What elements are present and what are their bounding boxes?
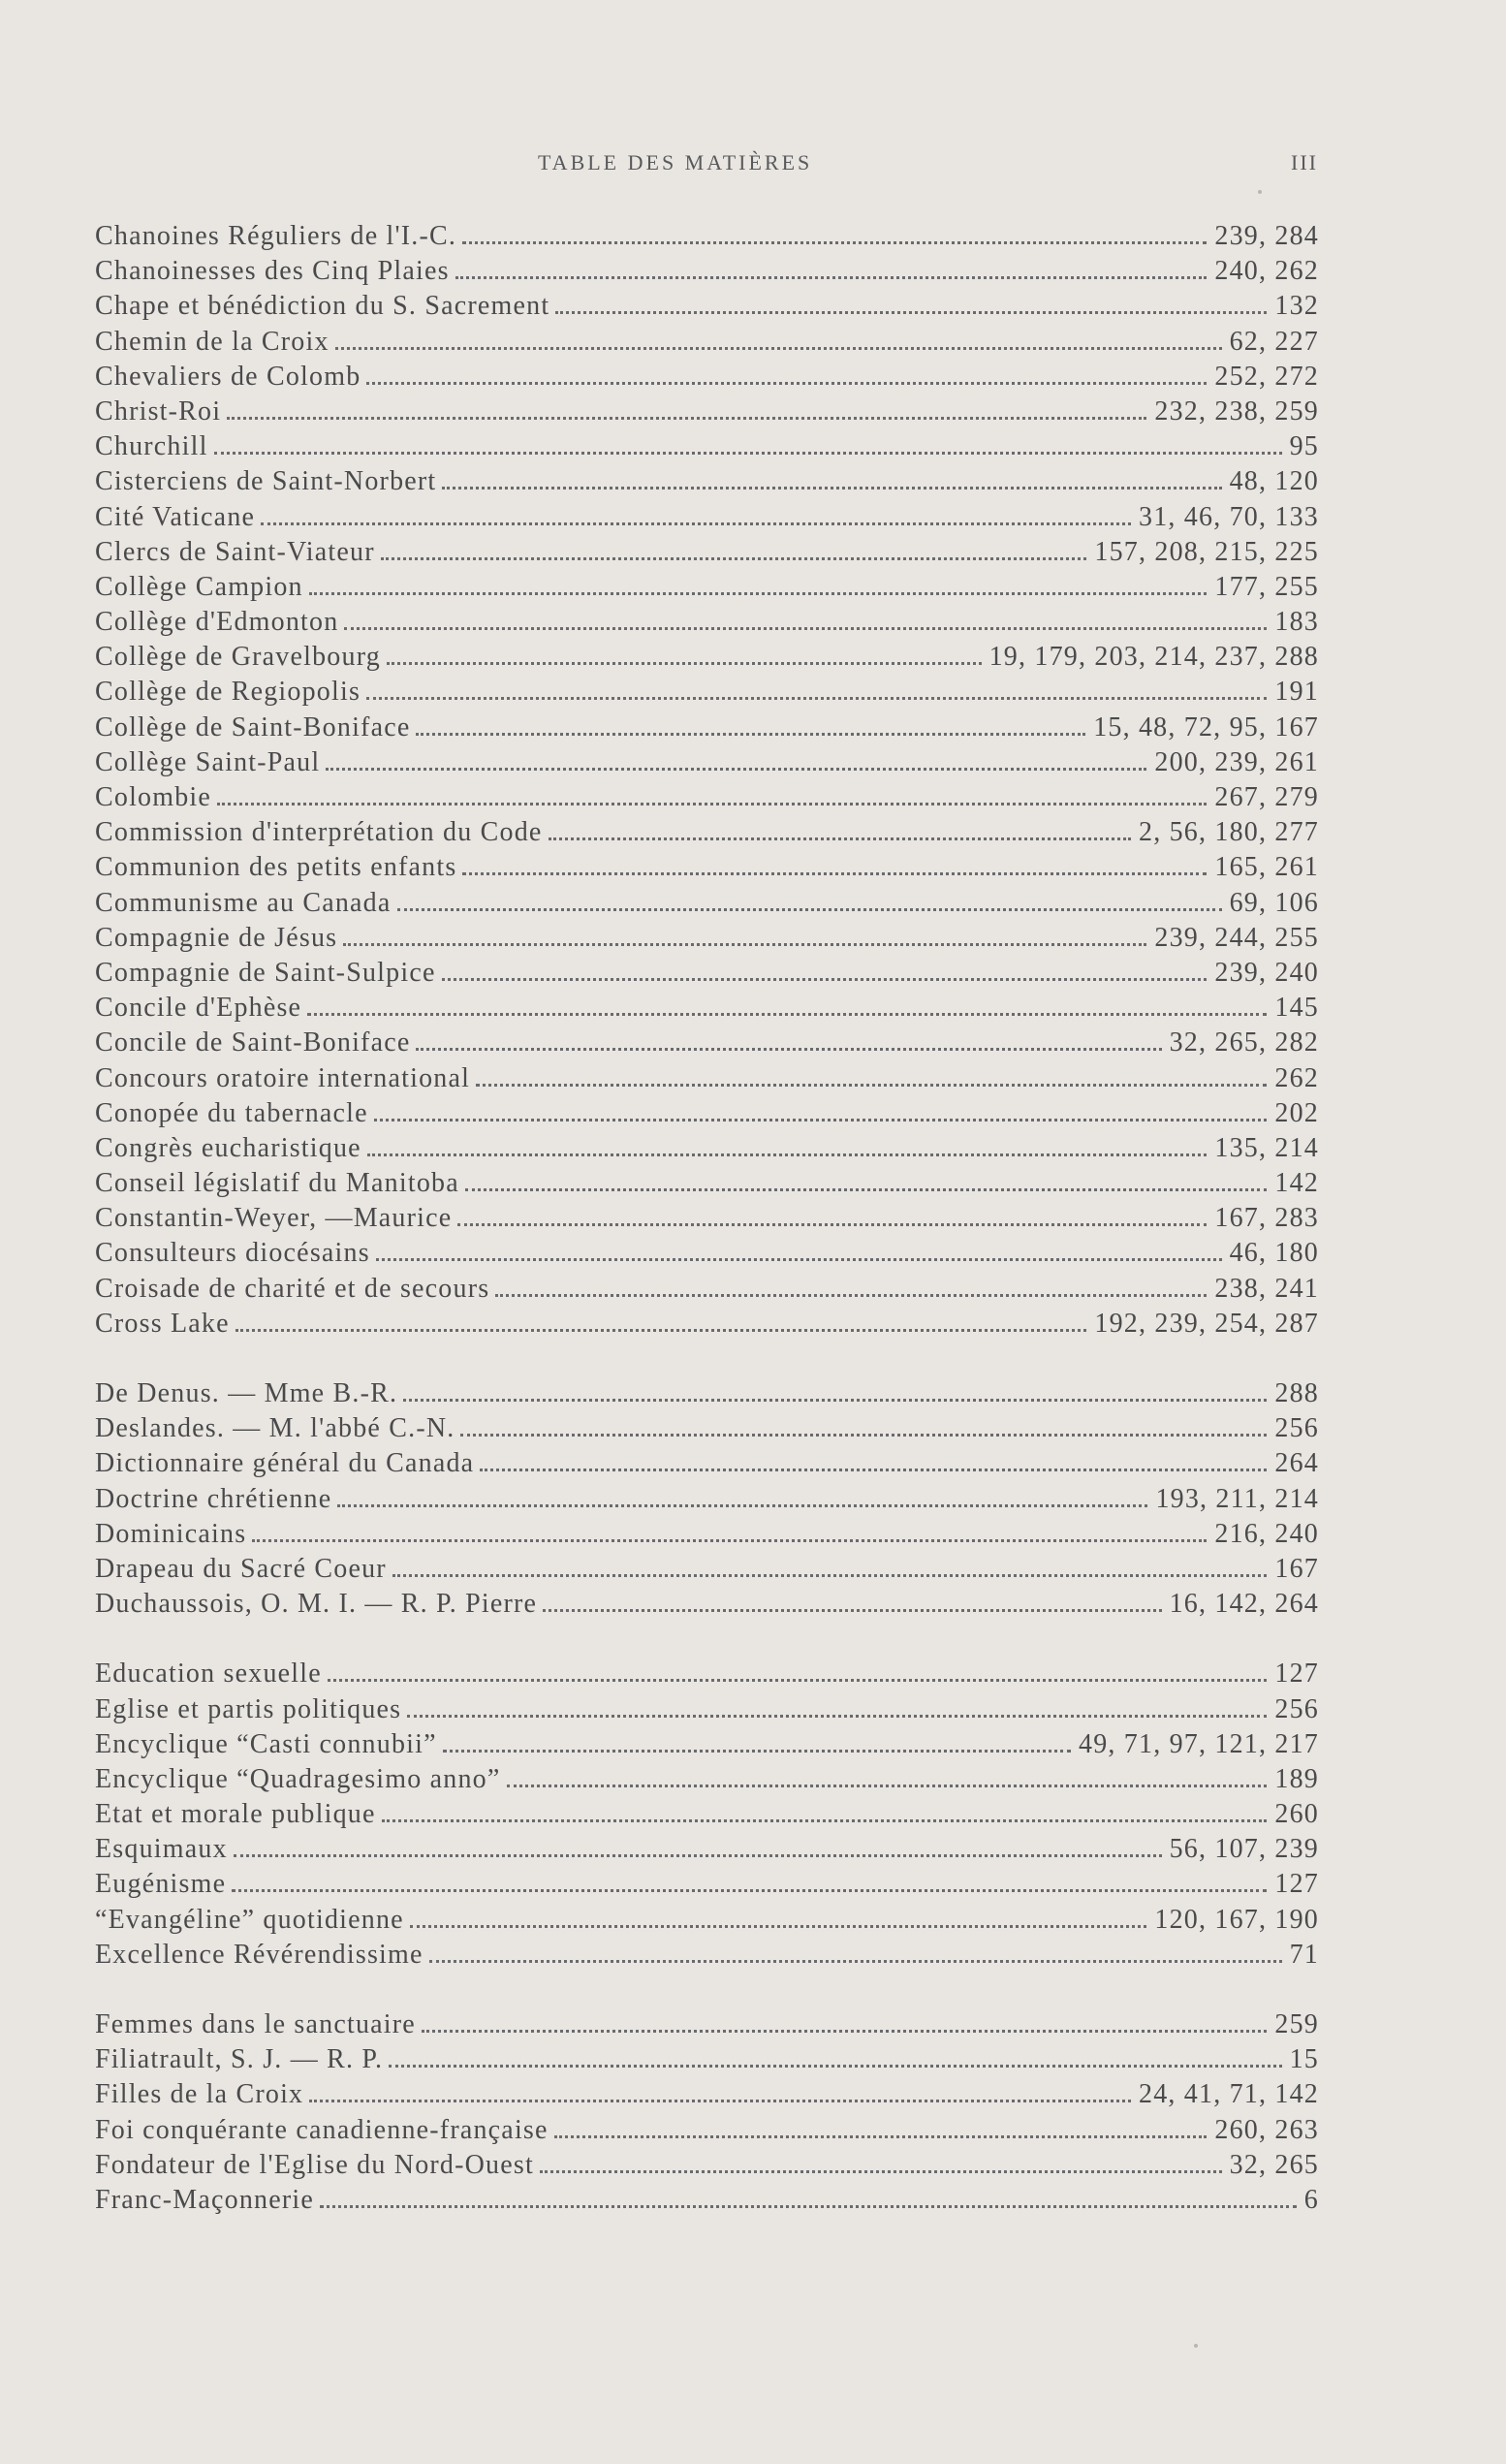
index-entry [95,1027,1319,1062]
entry-term: Clercs de Saint-Viateur [95,536,375,567]
index-entry [95,1413,1319,1448]
dot-leader [442,487,1221,490]
index-entry [95,923,1319,958]
dot-leader [460,1434,1267,1437]
index-letter-group [95,1658,1319,1974]
entry-pages: 239, 240 [1214,957,1319,988]
entry-term: Eglise et partis politiques [95,1693,402,1724]
index-entry [95,1589,1319,1624]
index-entry [95,2009,1319,2044]
index-entry [95,221,1319,256]
entry-term: Dominicains [95,1518,247,1549]
index-entry [95,1554,1319,1589]
dot-leader [480,1469,1267,1471]
index-entry [95,1484,1319,1519]
index-entry [95,607,1319,642]
entry-term: Chanoines Réguliers de l'I.-C. [95,221,457,251]
dot-leader [465,1188,1268,1191]
entry-pages: 167 [1274,1553,1319,1584]
entry-pages: 32, 265 [1229,2149,1319,2180]
dot-leader [429,1960,1282,1963]
entry-term: Commission d'interprétation du Code [95,817,543,848]
index-entry [95,2115,1319,2150]
index-entry [95,2185,1319,2220]
entry-pages: 183 [1274,607,1319,638]
entry-term: Churchill [95,431,208,462]
dot-leader [366,382,1207,385]
dot-leader [252,1539,1207,1542]
entry-term: Femmes dans le sanctuaire [95,2009,416,2039]
index-entry [95,2079,1319,2114]
entry-pages: 189 [1274,1763,1319,1794]
dot-leader [397,908,1222,911]
entry-pages: 157, 208, 215, 225 [1094,536,1319,567]
entry-pages: 252, 272 [1214,361,1319,392]
entry-term: Chape et bénédiction du S. Sacrement [95,291,550,322]
index-entry [95,1834,1319,1869]
dot-leader [344,627,1267,630]
index-entry [95,712,1319,747]
dot-leader [337,1504,1147,1507]
entry-pages: 46, 180 [1229,1238,1319,1269]
entry-term: Filles de la Croix [95,2079,304,2110]
index-entry [95,817,1319,852]
entry-pages: 95 [1289,431,1319,462]
dot-leader [416,1048,1161,1051]
entry-term: Croisade de charité et de secours [95,1273,490,1304]
entry-term: Collège Saint-Paul [95,746,321,777]
entry-term: Eugénisme [95,1869,227,1900]
dot-leader [217,803,1207,806]
entry-pages: 240, 262 [1214,256,1319,287]
entry-term: Excellence Révérendissime [95,1939,424,1970]
entry-pages: 48, 120 [1229,466,1319,497]
entry-pages: 15, 48, 72, 95, 167 [1093,711,1319,742]
dot-leader [403,1399,1267,1402]
index-entry [95,537,1319,572]
entry-pages: 256 [1274,1413,1319,1444]
entry-pages: 16, 142, 264 [1169,1589,1319,1620]
index-entry [95,2044,1319,2079]
dot-leader [457,1223,1207,1226]
index-entry [95,782,1319,817]
entry-term: Fondateur de l'Eglise du Nord-Ouest [95,2149,534,2180]
entry-term: Encyclique “Quadragesimo anno” [95,1763,501,1794]
dot-leader [309,592,1208,595]
entry-pages: 259 [1274,2009,1319,2039]
dot-leader [416,733,1085,736]
index-entry [95,1799,1319,1834]
dot-leader [392,1574,1268,1577]
entry-pages: 239, 284 [1214,221,1319,251]
dot-leader [335,347,1222,350]
entry-pages: 202 [1274,1097,1319,1128]
running-header [97,150,1318,189]
dot-leader [232,1889,1267,1892]
dot-leader [462,241,1207,244]
entry-term: Communion des petits enfants [95,852,457,883]
entry-pages: 191 [1274,677,1319,708]
dot-leader [326,768,1146,771]
index-entry [95,993,1319,1027]
entry-pages: 19, 179, 203, 214, 237, 288 [988,642,1319,673]
entry-pages: 167, 283 [1214,1203,1319,1234]
index-entry [95,1098,1319,1133]
index-entry [95,1063,1319,1098]
index-entry [95,2150,1319,2185]
index-letter-group [95,1378,1319,1624]
entry-term: Conseil législatif du Manitoba [95,1168,459,1199]
entry-pages: 192, 239, 254, 287 [1094,1308,1319,1339]
entry-pages: 260, 263 [1214,2114,1319,2145]
index-entry [95,1729,1319,1764]
entry-term: Collège d'Edmonton [95,607,339,638]
entry-pages: 256 [1274,1693,1319,1724]
entry-term: Congrès eucharistique [95,1132,361,1163]
dot-leader [540,2170,1222,2173]
index-entry [95,852,1319,887]
entry-pages: 267, 279 [1214,782,1319,812]
entry-term: Constantin-Weyer, —Maurice [95,1203,453,1234]
entry-pages: 165, 261 [1214,852,1319,883]
index-entry [95,888,1319,923]
index-entry [95,1448,1319,1483]
entry-term: Foi conquérante canadienne-française [95,2114,549,2145]
entry-term: Collège de Saint-Boniface [95,711,411,742]
index-entry [95,572,1319,607]
dot-leader [367,1153,1208,1156]
entry-pages: 177, 255 [1214,571,1319,602]
entry-pages: 24, 41, 71, 142 [1139,2079,1319,2110]
entry-term: Duchaussois, O. M. I. — R. P. Pierre [95,1589,538,1620]
entry-pages: 2, 56, 180, 277 [1139,817,1319,848]
entry-term: Dictionnaire général du Canada [95,1448,475,1479]
dot-leader [407,1715,1267,1718]
dot-leader [422,2030,1267,2033]
index-entry [95,1133,1319,1168]
entry-pages: 239, 244, 255 [1154,922,1319,953]
index-entry [95,291,1319,326]
index-entry [95,958,1319,993]
dot-leader [343,943,1146,946]
entry-term: Cross Lake [95,1308,230,1339]
dot-leader [507,1785,1268,1787]
dot-leader [549,837,1131,840]
dot-leader [387,662,982,665]
dot-leader [320,2205,1297,2208]
entry-term: Deslandes. — M. l'abbé C.-N. [95,1413,455,1444]
entry-term: Drapeau du Sacré Coeur [95,1553,387,1584]
entry-pages: 135, 214 [1214,1132,1319,1163]
index-entry [95,1168,1319,1203]
index-entry [95,1658,1319,1693]
entry-term: Collège de Regiopolis [95,677,361,708]
dot-leader [442,978,1208,981]
dot-leader [389,2065,1281,2068]
entry-term: Conopée du tabernacle [95,1097,368,1128]
entry-pages: 15 [1289,2044,1319,2075]
entry-pages: 127 [1274,1658,1319,1690]
dot-leader [235,1329,1087,1332]
entry-term: Consulteurs diocésains [95,1238,370,1269]
index-entry [95,1378,1319,1413]
dot-leader [261,522,1131,525]
dot-leader [376,1258,1222,1261]
entry-term: Filiatrault, S. J. — R. P. [95,2044,384,2075]
index-entry [95,1274,1319,1309]
entry-pages: 260 [1274,1799,1319,1830]
index-entry [95,1309,1319,1343]
entry-pages: 6 [1303,2184,1319,2215]
entry-pages: 56, 107, 239 [1169,1834,1319,1865]
entry-term: Compagnie de Jésus [95,922,338,953]
entry-term: Cisterciens de Saint-Norbert [95,466,437,497]
entry-term: Concile de Saint-Boniface [95,1027,411,1058]
entry-term: Chevaliers de Colomb [95,361,361,392]
entry-term: Christ-Roi [95,395,222,426]
entry-term: Esquimaux [95,1834,228,1865]
dot-leader [543,1609,1161,1612]
index-entry [95,327,1319,362]
entry-pages: 238, 241 [1214,1273,1319,1304]
index-entry [95,747,1319,782]
dot-leader [476,1084,1267,1087]
entry-pages: 71 [1289,1939,1319,1970]
entry-term: Compagnie de Saint-Sulpice [95,957,436,988]
index-entry [95,362,1319,396]
paper-speck [1258,190,1262,194]
entry-term: Chemin de la Croix [95,326,329,357]
entry-term: Cité Vaticane [95,501,256,532]
dot-leader [554,2135,1208,2138]
entry-pages: 262 [1274,1062,1319,1093]
entry-term: Collège Campion [95,571,303,602]
index-entry [95,1905,1319,1940]
index-entry [95,1203,1319,1238]
dot-leader [234,1854,1162,1857]
entry-term: Doctrine chrétienne [95,1483,332,1514]
index-entry [95,1694,1319,1729]
entry-pages: 69, 106 [1229,887,1319,918]
index-entry [95,466,1319,501]
dot-leader [381,557,1087,560]
index-entries [95,221,1319,2220]
dot-leader [227,417,1146,420]
dot-leader [374,1119,1268,1121]
dot-leader [366,697,1267,700]
dot-leader [555,311,1267,314]
dot-leader [214,452,1282,455]
dot-leader [307,1013,1267,1016]
index-entry [95,502,1319,537]
index-entry [95,396,1319,431]
entry-term: Communisme au Canada [95,887,392,918]
index-entry [95,1764,1319,1799]
entry-pages: 288 [1274,1378,1319,1408]
paper-speck [1194,2344,1198,2348]
entry-pages: 32, 265, 282 [1169,1027,1319,1058]
index-entry [95,1238,1319,1273]
header-title: TABLE DES MATIÈRES [538,150,813,174]
entry-pages: 193, 211, 214 [1155,1483,1319,1514]
dot-leader [382,1819,1268,1822]
entry-term: Franc-Maçonnerie [95,2184,314,2215]
index-entry [95,431,1319,466]
entry-term: Concile d'Ephèse [95,993,302,1024]
dot-leader [462,872,1207,875]
entry-pages: 120, 167, 190 [1154,1904,1319,1935]
index-entry [95,677,1319,711]
entry-term: Colombie [95,782,212,812]
entry-pages: 200, 239, 261 [1154,746,1319,777]
entry-pages: 49, 71, 97, 121, 217 [1079,1728,1319,1759]
entry-pages: 31, 46, 70, 133 [1139,501,1319,532]
index-entry [95,1519,1319,1554]
page-number: III [1291,150,1318,174]
entry-term: Concours oratoire international [95,1062,471,1093]
index-entry [95,642,1319,677]
index-entry [95,1869,1319,1904]
entry-pages: 232, 238, 259 [1154,395,1319,426]
entry-term: Education sexuelle [95,1658,322,1690]
dot-leader [455,276,1208,279]
dot-leader [328,1679,1268,1682]
index-letter-group [95,2009,1319,2220]
entry-term: De Denus. — Mme B.-R. [95,1378,398,1408]
entry-term: Collège de Gravelbourg [95,642,381,673]
entry-term: Etat et morale publique [95,1799,376,1830]
dot-leader [495,1294,1207,1297]
dot-leader [309,2100,1131,2102]
entry-pages: 145 [1274,993,1319,1024]
entry-pages: 142 [1274,1168,1319,1199]
entry-pages: 127 [1274,1869,1319,1900]
entry-pages: 62, 227 [1229,326,1319,357]
dot-leader [410,1925,1147,1928]
index-entry [95,256,1319,291]
index-entry [95,1940,1319,1974]
entry-pages: 264 [1274,1448,1319,1479]
entry-term: Chanoinesses des Cinq Plaies [95,256,450,287]
entry-pages: 216, 240 [1214,1518,1319,1549]
entry-term: Encyclique “Casti connubii” [95,1728,437,1759]
index-letter-group [95,221,1319,1343]
entry-term: “Evangéline” quotidienne [95,1904,404,1935]
dot-leader [443,1750,1071,1753]
entry-pages: 132 [1274,291,1319,322]
